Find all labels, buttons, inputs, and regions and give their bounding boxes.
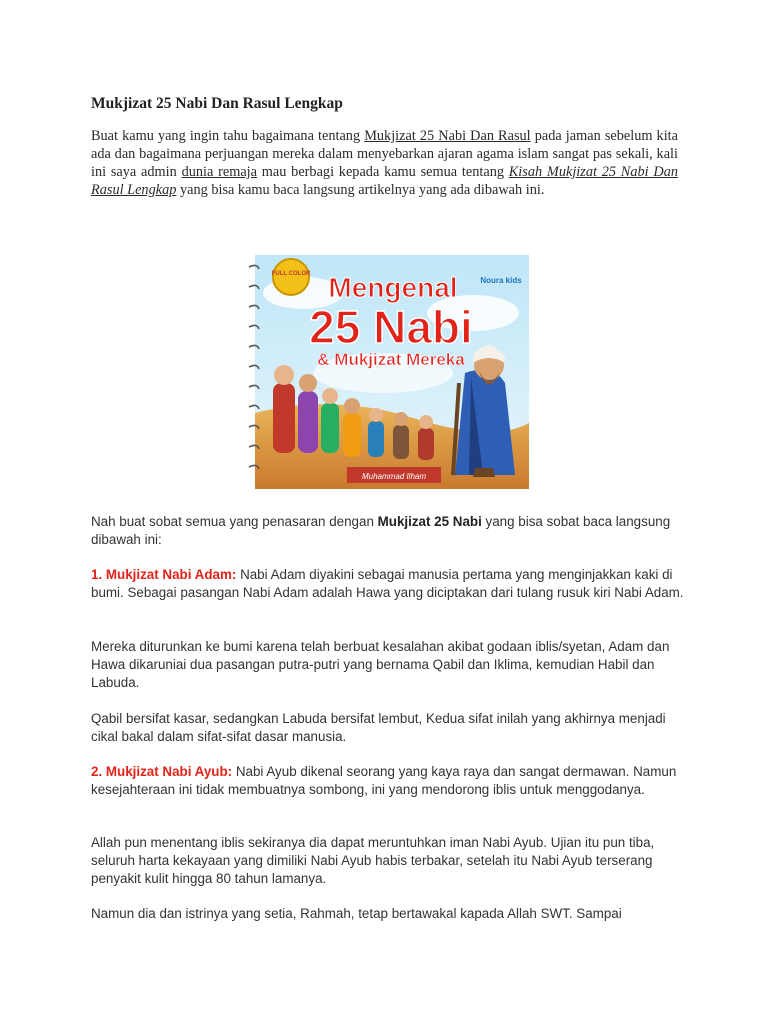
intro-paragraph bbox=[91, 127, 678, 199]
ayub-paragraph-1 bbox=[91, 763, 691, 799]
link-dunia-remaja[interactable]: dunia remaja bbox=[181, 164, 257, 180]
article-title: Mukjizat 25 Nabi Dan Rasul Lengkap bbox=[91, 95, 343, 112]
ayub-paragraph-3: Namun dia dan istrinya yang setia, Rahmah, tetap bertawakal kapada Allah SWT. Sampai bbox=[91, 906, 622, 921]
ayub-paragraph-2: Allah pun menentang iblis sekiranya dia dapat meruntuhkan iman Nabi Ayub. Ujian itu pun tiba, seluruh harta kekayaan yang dimiliki Nabi Ayub habis terbakar, setelah itu Nabi Ayub terserang penyakit kulit hingga 80 tahun lamanya. bbox=[91, 835, 655, 886]
article-body bbox=[91, 94, 678, 199]
intro-text-4: yang bisa kamu baca langsung artikelnya yang ada dibawah ini. bbox=[176, 182, 545, 198]
intro-paragraph-2 bbox=[91, 513, 691, 549]
adam-heading: 1. Mukjizat Nabi Adam: bbox=[91, 567, 237, 582]
intro-text-1: Buat kamu yang ingin tahu bagaimana tentang bbox=[91, 128, 365, 144]
ayub-heading: 2. Mukjizat Nabi Ayub: bbox=[91, 764, 233, 779]
intro2-text-2: yang bisa sobat baca langsung dibawah ini: bbox=[91, 514, 671, 547]
intro2-text-1: Nah buat sobat semua yang penasaran dengan bbox=[91, 514, 378, 529]
book-cover-image bbox=[243, 253, 531, 491]
cover-author: Muhammad Ilham bbox=[361, 472, 427, 481]
intro-text-2: pada jaman sebelum kita ada dan bagaimana perjuangan mereka dalam menyebarkan ajaran agama islam sangat pas sekali, kali ini saya admin bbox=[91, 128, 678, 180]
badge-text: FULL COLOR bbox=[271, 271, 311, 277]
cover-heading-2: 25 Nabi bbox=[309, 301, 473, 353]
cover-heading-1: Mengenal bbox=[328, 272, 458, 303]
intro2-bold: Mukjizat 25 Nabi bbox=[377, 514, 482, 529]
adam-paragraph-2: Mereka diturunkan ke bumi karena telah berbuat kesalahan akibat godaan iblis/syetan, Adam dan Hawa dikaruniai dua pasangan putra-putri yang bernama Qabil dan Iklima, kemudian Habil dan Labuda. bbox=[91, 639, 670, 690]
intro-text-3: mau berbagi kepada kamu semua tentang bbox=[257, 164, 509, 180]
cover-heading-3: & Mukjizat Mereka bbox=[317, 350, 465, 369]
adam-paragraph-3: Qabil bersifat kasar, sedangkan Labuda bersifat lembut, Kedua sifat inilah yang akhirnya menjadi cikal bakal dalam sifat-sifat dasar manusia. bbox=[91, 711, 666, 744]
adam-paragraph-1 bbox=[91, 566, 691, 602]
ayub-text: Nabi Ayub dikenal seorang yang kaya raya dan sangat dermawan. Namun kesejahteraan ini tidak membuatnya sombong, ini yang mendorong iblis untuk menggodanya. bbox=[91, 764, 677, 797]
link-kisah-mukjizat[interactable]: Kisah Mukjizat 25 Nabi Dan Rasul Lengkap bbox=[91, 164, 678, 198]
link-mukjizat-25-nabi[interactable]: Mukjizat 25 Nabi Dan Rasul bbox=[364, 128, 531, 144]
publisher-label: Noura kids bbox=[480, 276, 522, 285]
adam-text: Nabi Adam diyakini sebagai manusia pertama yang menginjakkan kaki di bumi. Sebagai pasangan Nabi Adam adalah Hawa yang diciptakan dari tulang rusuk kiri Nabi Adam. bbox=[91, 567, 684, 600]
